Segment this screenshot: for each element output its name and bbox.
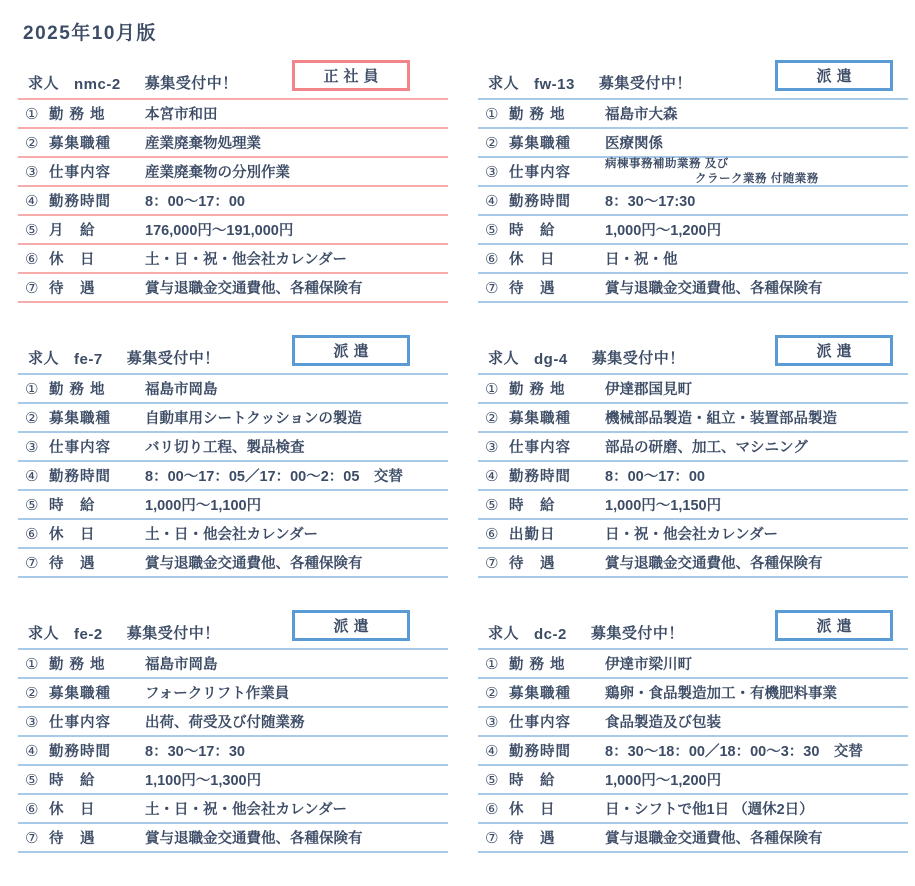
table-row bbox=[478, 679, 908, 708]
row-number: ① bbox=[25, 105, 39, 123]
row-number: ⑥ bbox=[485, 525, 499, 543]
row-value: 8：30～18：00／18：00～3：30 交替 bbox=[605, 744, 863, 760]
employment-type-badge: 正社員 bbox=[292, 60, 410, 91]
recruiting-status: 募集受付中！ bbox=[590, 625, 684, 642]
job-prefix: 求人 bbox=[488, 75, 520, 92]
row-number: ② bbox=[485, 134, 499, 152]
row-value: 産業廃棄物処理業 bbox=[145, 136, 261, 152]
row-label: 仕事内容 bbox=[49, 165, 111, 181]
row-number: ④ bbox=[485, 742, 499, 760]
row-number: ① bbox=[25, 380, 39, 398]
employment-type-badge: 派遣 bbox=[775, 60, 893, 91]
table-row bbox=[18, 549, 448, 578]
employment-type-badge: 派遣 bbox=[775, 610, 893, 641]
row-label: 募集職種 bbox=[49, 686, 111, 702]
row-number: ① bbox=[485, 105, 499, 123]
row-number: ① bbox=[25, 655, 39, 673]
row-label: 勤 務 地 bbox=[49, 382, 106, 398]
table-row bbox=[478, 158, 908, 187]
row-label: 待 遇 bbox=[509, 281, 556, 297]
row-value-line1: 病棟事務補助業務 及び bbox=[605, 158, 729, 171]
row-value: 食品製造及び包装 bbox=[605, 715, 721, 731]
row-label: 待 遇 bbox=[49, 831, 96, 847]
row-value: 8：30～17：30 bbox=[145, 744, 245, 760]
row-label: 待 遇 bbox=[509, 831, 556, 847]
row-number: ⑥ bbox=[485, 250, 499, 268]
row-label: 月 給 bbox=[49, 223, 96, 239]
table-row bbox=[478, 216, 908, 245]
table-row bbox=[478, 650, 908, 679]
table-row bbox=[18, 100, 448, 129]
job-code: fe-2 bbox=[74, 626, 103, 643]
job-prefix: 求人 bbox=[28, 75, 60, 92]
job-prefix: 求人 bbox=[28, 350, 60, 367]
job-code: dc-2 bbox=[534, 626, 567, 643]
table-row bbox=[18, 824, 448, 853]
row-label: 休 日 bbox=[49, 252, 96, 268]
row-label: 勤務時間 bbox=[49, 469, 111, 485]
row-value: バリ切り工程、製品検査 bbox=[145, 440, 305, 456]
table-row bbox=[18, 708, 448, 737]
row-label: 仕事内容 bbox=[509, 715, 571, 731]
table-row bbox=[478, 824, 908, 853]
row-value: 日・シフトで他1日 （週休2日） bbox=[605, 802, 814, 818]
row-label: 募集職種 bbox=[509, 411, 571, 427]
table-row bbox=[18, 520, 448, 549]
table-row bbox=[478, 129, 908, 158]
row-value: 伊達市梁川町 bbox=[605, 657, 692, 673]
row-number: ⑤ bbox=[25, 221, 39, 239]
row-number: ④ bbox=[485, 467, 499, 485]
row-number: ④ bbox=[25, 742, 39, 760]
row-value: 出荷、荷受及び付随業務 bbox=[145, 715, 305, 731]
row-number: ⑤ bbox=[25, 496, 39, 514]
row-label: 勤務時間 bbox=[509, 469, 571, 485]
table-row bbox=[18, 245, 448, 274]
row-number: ⑦ bbox=[485, 829, 499, 847]
row-number: ④ bbox=[25, 467, 39, 485]
row-value: 8：00～17：05／17：00～2：05 交替 bbox=[145, 469, 403, 485]
recruiting-status: 募集受付中！ bbox=[126, 350, 220, 367]
row-number: ③ bbox=[485, 163, 499, 181]
table-row bbox=[18, 462, 448, 491]
table-row bbox=[478, 462, 908, 491]
row-value: 土・日・祝・他会社カレンダー bbox=[145, 252, 348, 268]
table-row bbox=[478, 737, 908, 766]
table-row bbox=[18, 129, 448, 158]
row-label: 仕事内容 bbox=[49, 440, 111, 456]
row-value: 土・日・祝・他会社カレンダー bbox=[145, 802, 348, 818]
row-number: ③ bbox=[25, 163, 39, 181]
row-value: 賞与退職金交通費他、各種保険有 bbox=[605, 281, 823, 297]
row-label: 勤 務 地 bbox=[509, 657, 566, 673]
row-number: ⑥ bbox=[25, 250, 39, 268]
row-value: 8：30～17:30 bbox=[605, 194, 696, 210]
row-label: 募集職種 bbox=[509, 686, 571, 702]
row-label: 出勤日 bbox=[509, 527, 556, 543]
row-number: ① bbox=[485, 380, 499, 398]
table-row bbox=[478, 100, 908, 129]
row-number: ⑦ bbox=[25, 279, 39, 297]
row-number: ③ bbox=[25, 713, 39, 731]
row-label: 休 日 bbox=[509, 252, 556, 268]
row-number: ⑦ bbox=[485, 279, 499, 297]
row-value: 本宮市和田 bbox=[145, 107, 218, 123]
row-value: 賞与退職金交通費他、各種保険有 bbox=[145, 556, 363, 572]
row-value: 賞与退職金交通費他、各種保険有 bbox=[605, 831, 823, 847]
job-card-fe-7 bbox=[18, 335, 448, 578]
row-value: 8：00～17：00 bbox=[145, 194, 245, 210]
row-value: 1,000円～1,150円 bbox=[605, 498, 722, 514]
job-code: fw-13 bbox=[534, 76, 575, 93]
row-label: 仕事内容 bbox=[509, 440, 571, 456]
job-code: nmc-2 bbox=[74, 76, 121, 93]
row-label: 仕事内容 bbox=[509, 165, 571, 181]
row-label: 募集職種 bbox=[509, 136, 571, 152]
table-row bbox=[18, 679, 448, 708]
job-card-nmc-2 bbox=[18, 60, 448, 303]
row-value: 1,000円～1,200円 bbox=[605, 773, 722, 789]
employment-type-badge: 派遣 bbox=[292, 610, 410, 641]
job-code: dg-4 bbox=[534, 351, 568, 368]
row-value: 1,100円～1,300円 bbox=[145, 773, 262, 789]
table-row bbox=[478, 549, 908, 578]
row-label: 勤 務 地 bbox=[49, 657, 106, 673]
table-row bbox=[18, 737, 448, 766]
row-value: 福島市岡島 bbox=[145, 382, 218, 398]
row-value: 8：00～17：00 bbox=[605, 469, 705, 485]
table-row bbox=[18, 216, 448, 245]
row-value: 産業廃棄物の分別作業 bbox=[145, 165, 290, 181]
row-number: ⑥ bbox=[25, 800, 39, 818]
row-number: ③ bbox=[25, 438, 39, 456]
job-card-dg-4 bbox=[478, 335, 908, 578]
row-number: ④ bbox=[485, 192, 499, 210]
row-value: 日・祝・他 bbox=[605, 252, 678, 268]
recruiting-status: 募集受付中！ bbox=[144, 75, 238, 92]
recruiting-status: 募集受付中！ bbox=[598, 75, 692, 92]
table-row bbox=[478, 274, 908, 303]
row-number: ② bbox=[25, 134, 39, 152]
row-number: ② bbox=[25, 409, 39, 427]
table-row bbox=[478, 245, 908, 274]
row-number: ⑤ bbox=[485, 221, 499, 239]
row-label: 勤務時間 bbox=[49, 744, 111, 760]
row-value: 福島市岡島 bbox=[145, 657, 218, 673]
row-number: ② bbox=[25, 684, 39, 702]
row-number: ③ bbox=[485, 438, 499, 456]
row-label: 勤務時間 bbox=[509, 194, 571, 210]
job-cards-grid bbox=[18, 60, 915, 853]
table-row bbox=[478, 433, 908, 462]
row-value: 医療関係 bbox=[605, 136, 663, 152]
row-number: ⑤ bbox=[485, 771, 499, 789]
table-row bbox=[18, 650, 448, 679]
table-row bbox=[478, 766, 908, 795]
row-number: ② bbox=[485, 409, 499, 427]
row-number: ⑥ bbox=[25, 525, 39, 543]
row-number: ⑦ bbox=[25, 829, 39, 847]
row-value: 鶏卵・食品製造加工・有機肥料事業 bbox=[605, 686, 837, 702]
row-value bbox=[605, 157, 908, 186]
row-value: 部品の研磨、加工、マシニング bbox=[605, 440, 808, 456]
row-label: 休 日 bbox=[49, 802, 96, 818]
employment-type-badge: 派遣 bbox=[292, 335, 410, 366]
row-label: 勤 務 地 bbox=[509, 107, 566, 123]
row-number: ⑤ bbox=[25, 771, 39, 789]
job-prefix: 求人 bbox=[28, 625, 60, 642]
row-label: 休 日 bbox=[49, 527, 96, 543]
row-label: 勤務時間 bbox=[49, 194, 111, 210]
row-label: 勤務時間 bbox=[509, 744, 571, 760]
row-number: ① bbox=[485, 655, 499, 673]
row-value: 福島市大森 bbox=[605, 107, 678, 123]
row-label: 勤 務 地 bbox=[509, 382, 566, 398]
job-prefix: 求人 bbox=[488, 625, 520, 642]
job-card-fw-13 bbox=[478, 60, 908, 303]
job-card-dc-2 bbox=[478, 610, 908, 853]
employment-type-badge: 派遣 bbox=[775, 335, 893, 366]
row-label: 仕事内容 bbox=[49, 715, 111, 731]
table-row bbox=[18, 187, 448, 216]
row-value: 機械部品製造・組立・装置部品製造 bbox=[605, 411, 837, 427]
row-label: 待 遇 bbox=[49, 556, 96, 572]
row-value: 伊達郡国見町 bbox=[605, 382, 692, 398]
row-label: 時 給 bbox=[509, 498, 556, 514]
row-number: ④ bbox=[25, 192, 39, 210]
row-number: ⑤ bbox=[485, 496, 499, 514]
row-value: 176,000円～191,000円 bbox=[145, 223, 294, 239]
table-row bbox=[18, 158, 448, 187]
row-label: 募集職種 bbox=[49, 136, 111, 152]
row-label: 時 給 bbox=[509, 223, 556, 239]
row-label: 時 給 bbox=[49, 498, 96, 514]
row-value: 土・日・他会社カレンダー bbox=[145, 527, 319, 543]
table-row bbox=[478, 404, 908, 433]
row-label: 時 給 bbox=[509, 773, 556, 789]
table-row bbox=[18, 404, 448, 433]
table-row bbox=[478, 795, 908, 824]
row-value: 賞与退職金交通費他、各種保険有 bbox=[145, 831, 363, 847]
recruiting-status: 募集受付中！ bbox=[591, 350, 685, 367]
page-title: 2025年10月版 bbox=[23, 23, 157, 44]
row-label: 時 給 bbox=[49, 773, 96, 789]
row-number: ② bbox=[485, 684, 499, 702]
table-row bbox=[18, 491, 448, 520]
table-row bbox=[18, 274, 448, 303]
row-label: 待 遇 bbox=[49, 281, 96, 297]
row-number: ⑦ bbox=[25, 554, 39, 572]
table-row bbox=[18, 766, 448, 795]
row-value: 賞与退職金交通費他、各種保険有 bbox=[145, 281, 363, 297]
recruiting-status: 募集受付中！ bbox=[126, 625, 220, 642]
row-label: 待 遇 bbox=[509, 556, 556, 572]
row-label: 募集職種 bbox=[49, 411, 111, 427]
table-row bbox=[478, 375, 908, 404]
job-card-fe-2 bbox=[18, 610, 448, 853]
table-row bbox=[18, 795, 448, 824]
job-code: fe-7 bbox=[74, 351, 103, 368]
table-row bbox=[478, 491, 908, 520]
table-row bbox=[18, 433, 448, 462]
row-value: 自動車用シートクッションの製造 bbox=[145, 411, 362, 427]
row-number: ⑥ bbox=[485, 800, 499, 818]
row-value: 賞与退職金交通費他、各種保険有 bbox=[605, 556, 823, 572]
row-number: ③ bbox=[485, 713, 499, 731]
table-row bbox=[478, 520, 908, 549]
row-number: ⑦ bbox=[485, 554, 499, 572]
row-label: 休 日 bbox=[509, 802, 556, 818]
row-value: フォークリフト作業員 bbox=[145, 686, 290, 702]
table-row bbox=[18, 375, 448, 404]
row-label: 勤 務 地 bbox=[49, 107, 106, 123]
row-value: 1,000円～1,100円 bbox=[145, 498, 262, 514]
row-value: 1,000円～1,200円 bbox=[605, 223, 722, 239]
row-value: 日・祝・他会社カレンダー bbox=[605, 527, 779, 543]
table-row bbox=[478, 187, 908, 216]
row-value-line2: クラーク業務 付随業務 bbox=[695, 172, 819, 185]
job-prefix: 求人 bbox=[488, 350, 520, 367]
table-row bbox=[478, 708, 908, 737]
